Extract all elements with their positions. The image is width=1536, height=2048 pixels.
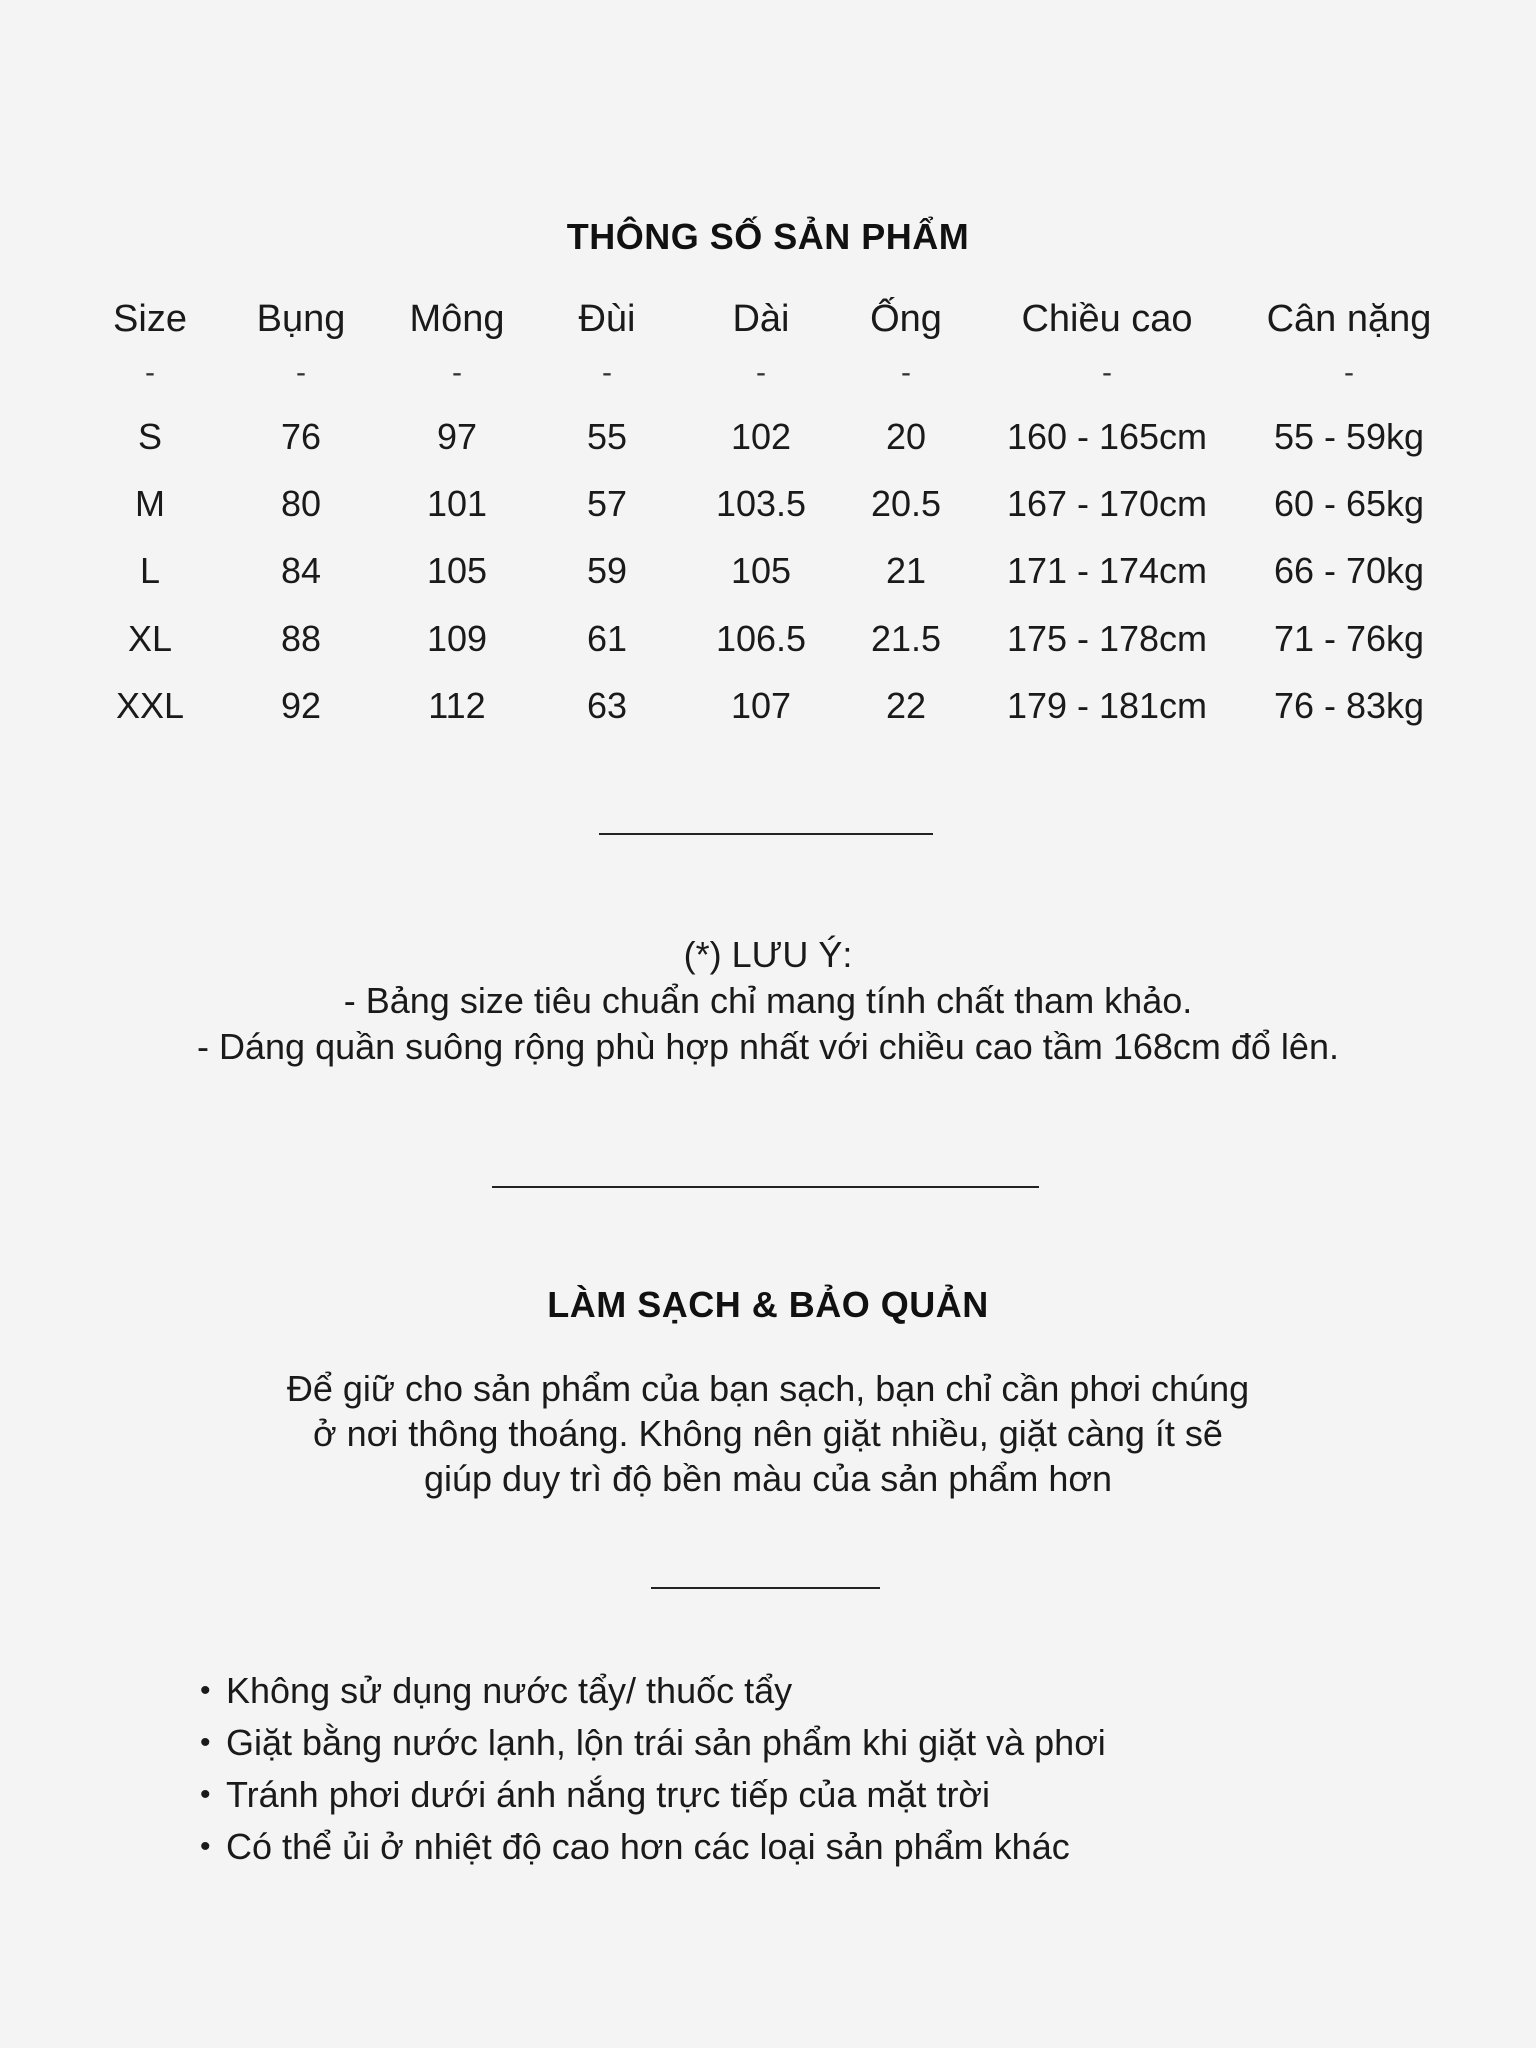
divider-line [599,833,933,835]
care-instruction-text: Có thể ủi ở nhiệt độ cao hơn các loại sản phẩm khác [226,1826,1070,1867]
care-paragraph [0,1366,1536,1501]
bullet-icon: • [200,1726,211,1759]
table-row [0,618,1536,668]
table-cell: 20 [885,416,927,457]
table-cell: 60 - 65kg [1273,483,1425,524]
column-header-thigh: Đùi [578,298,636,340]
table-cell: XL [127,618,173,659]
table-cell: 92 [280,685,322,726]
table-cell: 20.5 [870,483,942,524]
size-note [0,932,1536,1070]
list-item [200,1821,1106,1873]
table-row [0,685,1536,735]
list-item [200,1665,1106,1717]
table-cell: 55 [586,416,628,457]
divider-line [492,1186,1039,1188]
column-header-leg-opening: Ống [870,298,942,340]
care-paragraph-line: Để giữ cho sản phẩm của bạn sạch, bạn chỉ cần phơi chúng [286,1368,1250,1409]
table-cell: 76 - 83kg [1273,685,1425,726]
size-table-header [0,298,1536,348]
note-line: - Bảng size tiêu chuẩn chỉ mang tính chất tham khảo. [343,980,1193,1021]
table-row [0,416,1536,466]
table-cell: 55 - 59kg [1273,416,1425,457]
table-cell: 61 [586,618,628,659]
table-row [0,550,1536,600]
care-instruction-text: Tránh phơi dưới ánh nắng trực tiếp của mặt trời [226,1774,991,1815]
table-cell: 105 [426,550,488,591]
table-cell: 22 [885,685,927,726]
note-line: - Dáng quần suông rộng phù hợp nhất với chiều cao tầm 168cm đổ lên. [197,1026,1339,1067]
care-title: LÀM SẠCH & BẢO QUẢN [547,1284,989,1325]
table-cell: 109 [426,618,488,659]
table-cell: 76 [280,416,322,457]
specs-title: THÔNG SỐ SẢN PHẨM [566,216,970,257]
table-cell: 101 [426,483,488,524]
dash-separator: - [1344,356,1354,389]
table-cell: 160 - 165cm [1006,416,1208,457]
table-cell: 106.5 [715,618,807,659]
table-cell: M [135,483,165,524]
table-cell: 97 [436,416,478,457]
table-cell: 171 - 174cm [1006,550,1208,591]
table-cell: 102 [730,416,792,457]
table-row [0,483,1536,533]
care-paragraph-line: giúp duy trì độ bền màu của sản phẩm hơn [423,1458,1113,1499]
table-cell: 84 [280,550,322,591]
table-cell: 175 - 178cm [1006,618,1208,659]
table-cell: 179 - 181cm [1006,685,1208,726]
bullet-icon: • [200,1674,211,1707]
table-cell: 21.5 [870,618,942,659]
table-cell: 103.5 [715,483,807,524]
dash-separator: - [756,356,766,389]
table-cell: 59 [586,550,628,591]
table-cell: 21 [885,550,927,591]
note-heading: (*) LƯU Ý: [683,934,853,975]
table-cell: 112 [428,685,486,726]
bullet-icon: • [200,1830,211,1863]
size-table-dash-row [0,356,1536,406]
care-instructions-list [200,1665,1106,1873]
dash-separator: - [296,356,306,389]
table-cell: 63 [586,685,628,726]
table-cell: L [139,550,161,591]
table-cell: 57 [586,483,628,524]
list-item [200,1769,1106,1821]
table-cell: 80 [280,483,322,524]
table-cell: XXL [115,685,185,726]
table-cell: 167 - 170cm [1006,483,1208,524]
column-header-weight: Cân nặng [1266,298,1432,340]
care-instruction-text: Giặt bằng nước lạnh, lộn trái sản phẩm khi giặt và phơi [226,1722,1106,1763]
column-header-waist: Bụng [256,298,346,340]
dash-separator: - [602,356,612,389]
dash-separator: - [145,356,155,389]
bullet-icon: • [200,1778,211,1811]
table-cell: 105 [730,550,792,591]
table-cell: 107 [730,685,792,726]
table-cell: 66 - 70kg [1273,550,1425,591]
care-paragraph-line: ở nơi thông thoáng. Không nên giặt nhiều, giặt càng ít sẽ [313,1413,1223,1454]
column-header-length: Dài [732,298,790,340]
dash-separator: - [901,356,911,389]
table-cell: S [137,416,162,457]
column-header-size: Size [113,298,187,340]
care-instruction-text: Không sử dụng nước tẩy/ thuốc tẩy [226,1670,793,1711]
column-header-height: Chiều cao [1021,298,1193,340]
list-item [200,1717,1106,1769]
table-cell: 71 - 76kg [1273,618,1425,659]
column-header-hip: Mông [409,298,505,340]
dash-separator: - [452,356,462,389]
dash-separator: - [1102,356,1112,389]
table-cell: 88 [280,618,322,659]
divider-line [651,1587,880,1589]
